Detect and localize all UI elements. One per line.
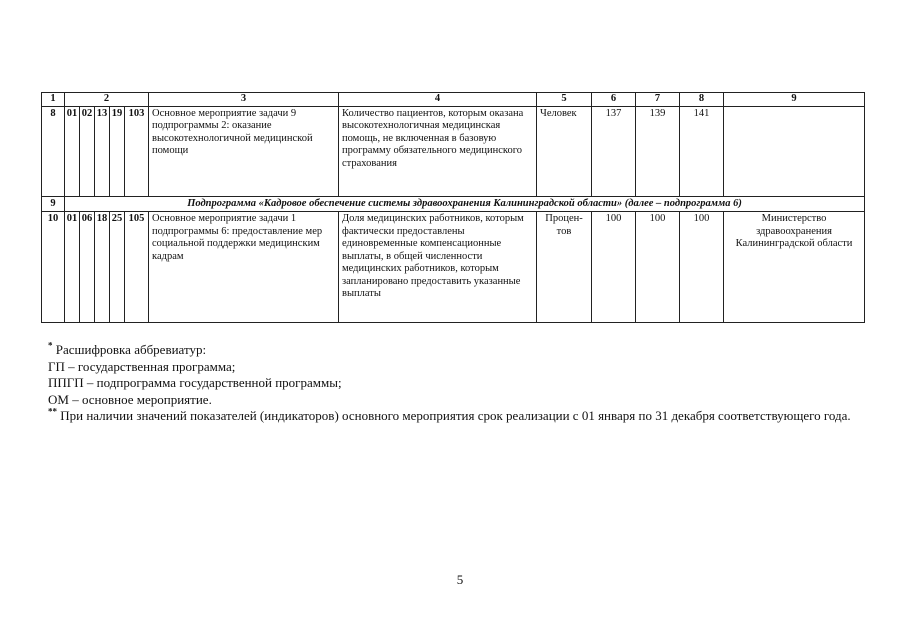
footnote-term-note xyxy=(48,408,868,425)
footnote-title-text: Расшифровка аббревиатур: xyxy=(55,342,207,357)
measure-cell: Основное мероприятие задачи 1 подпрограммы 6: предоставление мер социальной поддержки медицинским кадрам xyxy=(149,212,339,323)
code-cell: 105 xyxy=(125,212,149,323)
organization-cell xyxy=(724,106,865,196)
header-cell: 9 xyxy=(724,93,865,107)
header-cell: 8 xyxy=(680,93,724,107)
code-cell: 01 xyxy=(65,212,80,323)
subprogram-title: Подпрограмма «Кадровое обеспечение системы здравоохранения Калининградской области» (далее – подпрограмма 6) xyxy=(65,196,865,212)
value-cell: 139 xyxy=(636,106,680,196)
value-cell: 137 xyxy=(592,106,636,196)
row-number: 10 xyxy=(42,212,65,323)
header-cell: 6 xyxy=(592,93,636,107)
value-cell: 141 xyxy=(680,106,724,196)
header-cell: 5 xyxy=(537,93,592,107)
code-cell: 01 xyxy=(65,106,80,196)
unit-cell: Человек xyxy=(537,106,592,196)
footnotes xyxy=(48,342,868,425)
footnote-line: ГП – государственная программа; xyxy=(48,358,236,374)
footnote-abbreviations-title xyxy=(48,342,868,359)
code-cell: 25 xyxy=(110,212,125,323)
subprogram-row xyxy=(42,196,865,212)
indicator-cell: Количество пациентов, которым оказана высокотехнологичная медицинская помощь, не включенная в базовую программу обязательного медицинского страхования xyxy=(339,106,537,196)
header-cell: 3 xyxy=(149,93,339,107)
header-cell: 4 xyxy=(339,93,537,107)
footnote-line: ОМ – основное мероприятие. xyxy=(48,391,212,407)
page-number: 5 xyxy=(456,572,464,587)
footnote-term-text: При наличии значений показателей (индикаторов) основного мероприятия срок реализации с 01 января по 31 декабря соответствующего года. xyxy=(60,408,851,423)
indicators-table xyxy=(41,92,865,323)
unit-cell: Процен-тов xyxy=(537,212,592,323)
footnote-line: ППГП – подпрограмма государственной программы; xyxy=(48,375,342,390)
code-cell: 02 xyxy=(80,106,95,196)
code-cell: 19 xyxy=(110,106,125,196)
header-cell: 2 xyxy=(65,93,149,107)
organization-cell: Министерство здравоохранения Калининградской области xyxy=(724,212,865,323)
row-number: 9 xyxy=(42,196,65,212)
table-row xyxy=(42,212,865,323)
table-row xyxy=(42,106,865,196)
table-header-row xyxy=(42,93,865,107)
footnote-marker: * xyxy=(48,340,53,351)
code-cell: 13 xyxy=(95,106,110,196)
header-cell: 1 xyxy=(42,93,65,107)
measure-cell: Основное мероприятие задачи 9 подпрограммы 2: оказание высокотехнологичной медицинской помощи xyxy=(149,106,339,196)
code-cell: 103 xyxy=(125,106,149,196)
code-cell: 18 xyxy=(95,212,110,323)
footnote-marker: ** xyxy=(48,406,57,417)
row-number: 8 xyxy=(42,106,65,196)
header-cell: 7 xyxy=(636,93,680,107)
code-cell: 06 xyxy=(80,212,95,323)
value-cell: 100 xyxy=(636,212,680,323)
indicator-cell: Доля медицинских работников, которым фактически предоставлены единовременные компенсационные выплаты, в общей численности медицинских работников, которым запланировано предоставить указанные выплаты xyxy=(339,212,537,323)
value-cell: 100 xyxy=(592,212,636,323)
value-cell: 100 xyxy=(680,212,724,323)
